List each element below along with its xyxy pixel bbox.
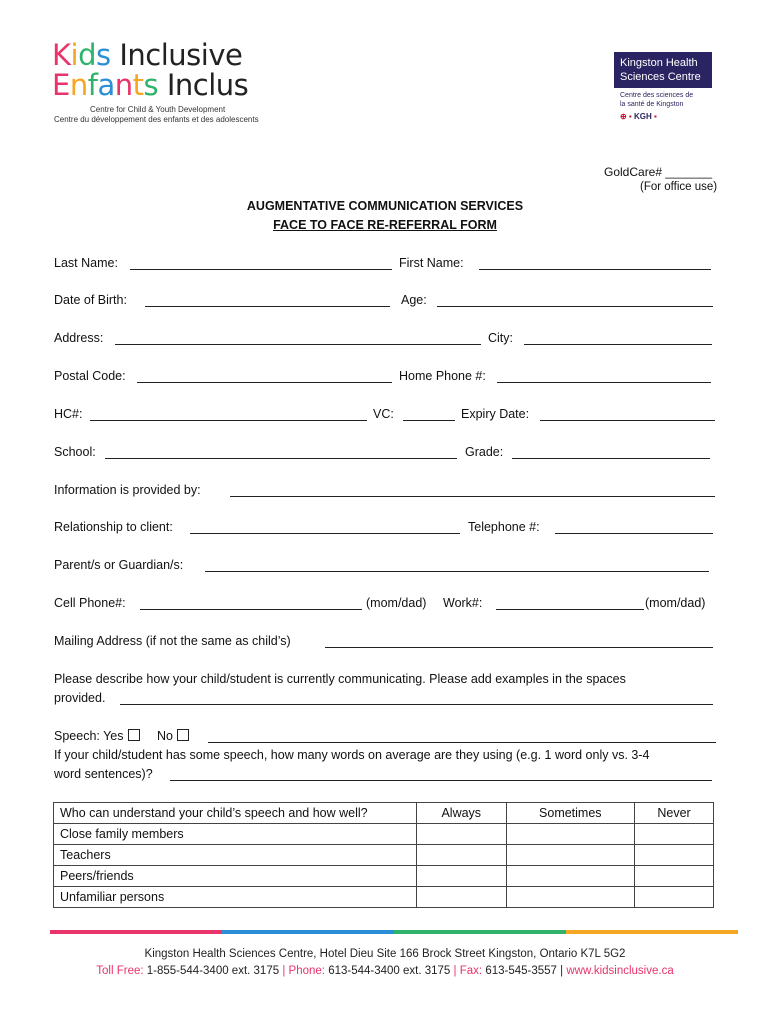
describe-text-1: Please describe how your child/student is currently communicating. Please add examples in the spaces <box>54 672 626 686</box>
last-name-label: Last Name: <box>54 256 118 270</box>
first-name-label: First Name: <box>399 256 464 270</box>
table-cell[interactable] <box>506 824 635 845</box>
website-link[interactable]: www.kidsinclusive.ca <box>566 965 674 977</box>
first-name-field[interactable] <box>479 257 711 270</box>
logo-inclusive: Inclusive <box>119 38 243 72</box>
toll-free-label: Toll Free: <box>96 965 144 977</box>
expiry-field[interactable] <box>540 408 715 421</box>
table-cell[interactable] <box>417 824 507 845</box>
phone-label: Phone: <box>288 965 325 977</box>
info-by-label: Information is provided by: <box>54 483 201 497</box>
work-label: Work#: <box>443 596 483 610</box>
khsc-line1: Kingston Health <box>620 57 698 69</box>
parents-label: Parent/s or Guardian/s: <box>54 558 184 572</box>
footer-address: Kingston Health Sciences Centre, Hotel Dieu Site 166 Brock Street Kingston, Ontario K7L 5G2 <box>144 948 626 960</box>
relationship-label: Relationship to client: <box>54 520 173 534</box>
kids-inclusive-logo <box>52 40 259 125</box>
table-row <box>54 866 714 887</box>
goldcare-note: (For office use) <box>640 181 718 193</box>
describe-field[interactable] <box>120 692 713 705</box>
speech-no-label: No <box>157 729 173 743</box>
separator: | <box>560 965 564 977</box>
row-label: Teachers <box>54 845 417 866</box>
table-header: Sometimes <box>506 803 635 824</box>
parents-field[interactable] <box>205 559 709 572</box>
table-cell[interactable] <box>417 887 507 908</box>
telephone-field[interactable] <box>555 521 713 534</box>
mailing-address-label: Mailing Address (if not the same as child’s) <box>54 634 291 648</box>
table-header-row <box>54 803 714 824</box>
fax-label: Fax: <box>459 965 483 977</box>
speech-understanding-table <box>53 802 714 908</box>
khsc-partner-icons: ⊕ ▪ KGH ▪ <box>620 112 657 121</box>
address-label: Address: <box>54 331 104 345</box>
work-mom-dad: (mom/dad) <box>645 596 706 610</box>
dob-label: Date of Birth: <box>54 293 127 307</box>
hc-field[interactable] <box>90 408 367 421</box>
table-cell[interactable] <box>506 866 635 887</box>
goldcare-label: GoldCare# _______ <box>604 165 713 179</box>
speech-yes-checkbox[interactable] <box>128 729 140 741</box>
khsc-fr1: Centre des sciences de <box>620 92 694 99</box>
table-row <box>54 845 714 866</box>
telephone-label: Telephone #: <box>468 520 540 534</box>
speech-field[interactable] <box>208 730 716 743</box>
khsc-logo <box>614 52 712 121</box>
words-text-1: If your child/student has some speech, how many words on average are they using (e.g. 1 word only vs. 3-4 <box>54 748 650 762</box>
describe-text-2: provided. <box>54 691 106 705</box>
home-phone-field[interactable] <box>497 370 711 383</box>
logo-subtitle-fr: Centre du développement des enfants et des adolescents <box>54 115 259 124</box>
table-header: Who can understand your child’s speech and how well? <box>54 803 417 824</box>
dob-field[interactable] <box>145 294 390 307</box>
logo-inclus: Inclus <box>166 68 249 102</box>
table-cell[interactable] <box>635 824 714 845</box>
table-cell[interactable] <box>506 845 635 866</box>
table-cell[interactable] <box>635 887 714 908</box>
toll-free-number: 1-855-544-3400 ext. 3175 <box>146 965 280 977</box>
age-field[interactable] <box>437 294 713 307</box>
words-field[interactable] <box>170 768 712 781</box>
relationship-field[interactable] <box>190 521 460 534</box>
cell-mom-dad: (mom/dad) <box>366 596 427 610</box>
age-label: Age: <box>401 293 427 307</box>
table-cell[interactable] <box>635 845 714 866</box>
logo-kids: Kids <box>52 38 111 72</box>
city-field[interactable] <box>524 332 712 345</box>
speech-no-checkbox[interactable] <box>177 729 189 741</box>
speech-row <box>54 729 189 743</box>
table-row <box>54 824 714 845</box>
row-label: Close family members <box>54 824 417 845</box>
table-cell[interactable] <box>417 866 507 887</box>
footer-contact <box>0 965 770 977</box>
separator: | <box>453 965 457 977</box>
hc-label: HC#: <box>54 407 83 421</box>
info-by-field[interactable] <box>230 484 715 497</box>
cell-phone-field[interactable] <box>140 597 362 610</box>
table-header: Always <box>417 803 507 824</box>
fax-number: 613-545-3557 <box>485 965 557 977</box>
table-cell[interactable] <box>506 887 635 908</box>
grade-field[interactable] <box>512 446 710 459</box>
khsc-fr2: la santé de Kingston <box>620 101 684 108</box>
separator: | <box>282 965 286 977</box>
mailing-address-field[interactable] <box>325 635 713 648</box>
postal-code-field[interactable] <box>137 370 392 383</box>
khsc-line2: Sciences Centre <box>620 71 701 83</box>
form-title: AUGMENTATIVE COMMUNICATION SERVICES <box>246 199 524 213</box>
words-text-2: word sentences)? <box>54 767 153 781</box>
school-field[interactable] <box>105 446 457 459</box>
grade-label: Grade: <box>465 445 504 459</box>
cell-phone-label: Cell Phone#: <box>54 596 126 610</box>
vc-field[interactable] <box>403 408 455 421</box>
form-subtitle: FACE TO FACE RE-REFERRAL FORM <box>273 218 497 232</box>
expiry-label: Expiry Date: <box>461 407 530 421</box>
speech-yes-label: Speech: Yes <box>54 729 124 743</box>
vc-label: VC: <box>373 407 394 421</box>
work-field[interactable] <box>496 597 644 610</box>
row-label: Peers/friends <box>54 866 417 887</box>
city-label: City: <box>488 331 513 345</box>
school-label: School: <box>54 445 96 459</box>
home-phone-label: Home Phone #: <box>399 369 486 383</box>
phone-number: 613-544-3400 ext. 3175 <box>328 965 451 977</box>
postal-code-label: Postal Code: <box>54 369 126 383</box>
footer-color-bar <box>50 930 738 934</box>
table-cell[interactable] <box>417 845 507 866</box>
row-label: Unfamiliar persons <box>54 887 417 908</box>
last-name-field[interactable] <box>130 257 392 270</box>
table-header: Never <box>635 803 714 824</box>
table-row <box>54 887 714 908</box>
table-cell[interactable] <box>635 866 714 887</box>
logo-subtitle-en: Centre for Child & Youth Development <box>90 105 226 114</box>
address-field[interactable] <box>115 332 481 345</box>
logo-enfants: Enfants <box>52 68 159 102</box>
